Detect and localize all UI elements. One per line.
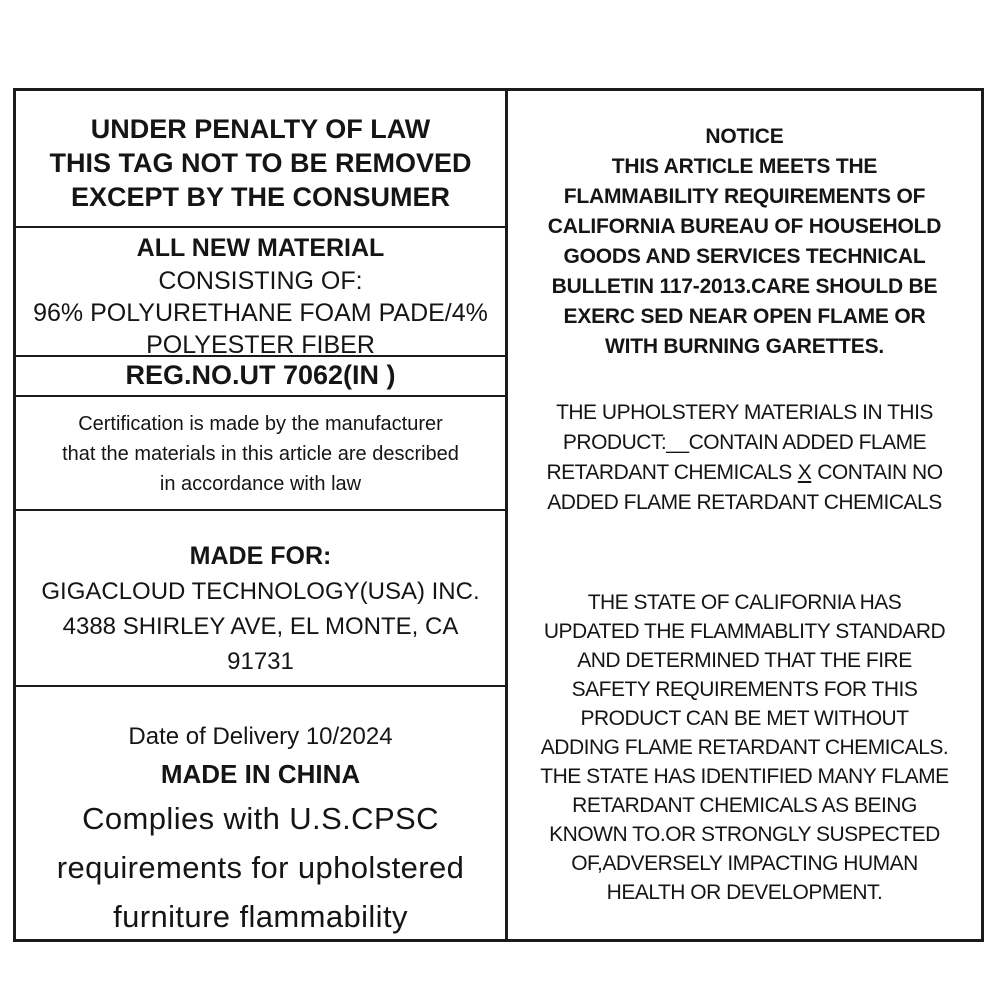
- certification-line: that the materials in this article are described: [62, 443, 459, 466]
- notice-line: WITH BURNING GARETTES.: [604, 335, 885, 358]
- section-certification: [16, 397, 505, 511]
- delivery-date: Date of Delivery 10/2024: [128, 722, 393, 750]
- statement-line: THE STATE OF CALIFORNIA HAS: [587, 591, 902, 614]
- section-penalty-notice: [16, 91, 505, 228]
- notice-line: FLAMMABILITY REQUIREMENTS OF: [563, 185, 926, 208]
- notice-line: CALIFORNIA BUREAU OF HOUSEHOLD: [547, 215, 942, 238]
- flame-retardant-declaration: [511, 398, 978, 518]
- certification-line: Certification is made by the manufacturer: [78, 413, 443, 436]
- penalty-line: EXCEPT BY THE CONSUMER: [70, 182, 451, 212]
- notice-line: THIS ARTICLE MEETS THE: [611, 155, 878, 178]
- statement-line: HEALTH OR DEVELOPMENT.: [606, 881, 883, 904]
- statement-line: PRODUCT CAN BE MET WITHOUT: [580, 707, 909, 730]
- penalty-line: THIS TAG NOT TO BE REMOVED: [49, 148, 472, 178]
- compliance-line: furniture flammability: [113, 898, 408, 934]
- declaration-x-post: CONTAIN NO: [817, 461, 943, 484]
- california-statement: [511, 588, 978, 907]
- section-material-contents: [16, 228, 505, 357]
- notice-heading: NOTICE: [705, 125, 784, 148]
- statement-line: RETARDANT CHEMICALS AS BEING: [572, 794, 917, 817]
- statement-line: SAFETY REQUIREMENTS FOR THIS: [571, 678, 918, 701]
- section-origin-compliance: [16, 687, 505, 940]
- statement-line: ADDING FLAME RETARDANT CHEMICALS.: [540, 736, 949, 759]
- notice-line: BULLETIN 117-2013.CARE SHOULD BE: [551, 275, 938, 298]
- made-for-heading: MADE FOR:: [189, 542, 332, 571]
- material-line: POLYESTER FIBER: [146, 331, 375, 358]
- left-column: [16, 91, 508, 939]
- section-registration-number: [16, 357, 505, 397]
- cpsc-compliance: [16, 794, 505, 940]
- penalty-line: UNDER PENALTY OF LAW: [90, 114, 431, 144]
- made-for-address: 4388 SHIRLEY AVE, EL MONTE, CA: [62, 613, 459, 641]
- statement-line: UPDATED THE FLAMMABLITY STANDARD: [543, 620, 946, 643]
- notice-block: [511, 122, 978, 362]
- material-line: 96% POLYURETHANE FOAM PADE/4%: [33, 299, 488, 328]
- declaration-line: PRODUCT:__CONTAIN ADDED FLAME: [562, 431, 927, 454]
- material-heading: ALL NEW MATERIAL: [136, 234, 385, 263]
- statement-line: OF,ADVERSELY IMPACTING HUMAN: [571, 852, 918, 875]
- material-line: CONSISTING OF:: [158, 267, 363, 296]
- declaration-x-line: [511, 458, 978, 488]
- declaration-line: ADDED FLAME RETARDANT CHEMICALS: [547, 491, 942, 514]
- made-in-country: MADE IN CHINA: [160, 758, 361, 789]
- section-made-for: [16, 511, 505, 686]
- right-column: [508, 91, 981, 939]
- statement-line: THE STATE HAS IDENTIFIED MANY FLAME: [540, 765, 949, 788]
- made-for-zip: 91731: [227, 648, 294, 676]
- made-for-company: GIGACLOUD TECHNOLOGY(USA) INC.: [41, 578, 480, 606]
- notice-line: EXERC SED NEAR OPEN FLAME OR: [563, 305, 926, 328]
- compliance-line: requirements for upholstered: [56, 849, 465, 885]
- x-checkmark: X: [797, 461, 812, 484]
- declaration-line: THE UPHOLSTERY MATERIALS IN THIS: [556, 401, 933, 424]
- declaration-x-pre: RETARDANT CHEMICALS: [546, 461, 792, 484]
- notice-line: GOODS AND SERVICES TECHNICAL: [563, 245, 926, 268]
- statement-line: AND DETERMINED THAT THE FIRE: [577, 649, 912, 672]
- statement-line: KNOWN TO.OR STRONGLY SUSPECTED: [549, 823, 940, 846]
- registration-number: REG.NO.UT 7062(IN ): [125, 360, 396, 391]
- certification-line: in accordance with law: [159, 473, 362, 496]
- compliance-line: Complies with U.S.CPSC: [82, 800, 439, 836]
- law-label: [13, 88, 984, 942]
